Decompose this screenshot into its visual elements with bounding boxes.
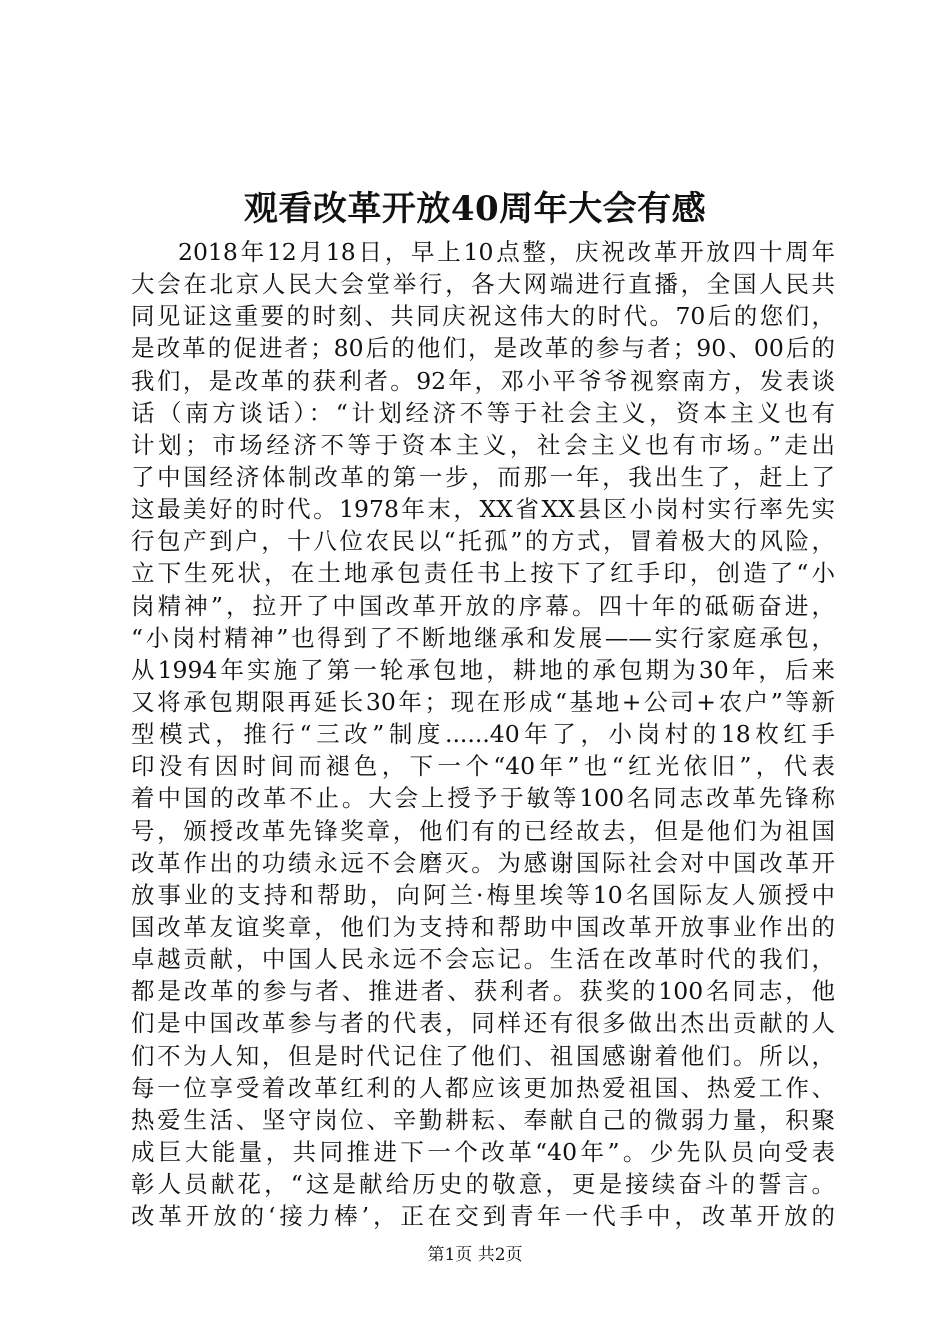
paragraph-line: 每一位享受着改革红利的人都应该更加热爱祖国、热爱工作、 xyxy=(131,1073,835,1102)
paragraph-line: 都是改革的参与者、推进者、获利者。获奖的100名同志，他 xyxy=(131,977,835,1006)
paragraph-line: “小岗村精神”也得到了不断地继承和发展——实行家庭承包， xyxy=(131,623,835,652)
paragraph-line: 改革作出的功绩永远不会磨灭。为感谢国际社会对中国改革开 xyxy=(131,848,835,877)
paragraph-line: 2018年12月18日，早上10点整，庆祝改革开放四十周年 xyxy=(178,238,835,266)
page-footer: 第1页 共2页 xyxy=(427,1245,523,1265)
paragraph-line: 是改革的促进者；80后的他们，是改革的参与者；90、00后的 xyxy=(131,334,835,363)
paragraph-line: 印没有因时间而褪色，下一个“40年”也“红光依旧”，代表 xyxy=(131,752,835,781)
paragraph-line: 国改革友谊奖章，他们为支持和帮助中国改革开放事业作出的 xyxy=(131,912,835,941)
document-body xyxy=(131,236,835,1232)
paragraph-line: 着中国的改革不止。大会上授予于敏等100名同志改革先锋称 xyxy=(131,784,835,813)
paragraph-line: 话（南方谈话）：“计划经济不等于社会主义，资本主义也有 xyxy=(131,398,835,427)
paragraph-line: 从1994年实施了第一轮承包地，耕地的承包期为30年，后来 xyxy=(131,655,835,684)
paragraph-line: 们是中国改革参与者的代表，同样还有很多做出杰出贡献的人 xyxy=(131,1009,835,1038)
paragraph-line: 这最美好的时代。1978年末，XX省XX县区小岗村实行率先实 xyxy=(131,495,835,524)
paragraph-line: 改革开放的‘接力棒’，正在交到青年一代手中，改革开放的 xyxy=(131,1202,835,1231)
paragraph-line: 大会在北京人民大会堂举行，各大网端进行直播，全国人民共 xyxy=(131,270,835,299)
paragraph-line: 行包产到户，十八位农民以“托孤”的方式，冒着极大的风险， xyxy=(131,527,835,556)
paragraph-line: 型模式，推行“三改”制度......40年了，小岗村的18枚红手 xyxy=(131,720,835,749)
paragraph-line: 我们，是改革的获利者。92年，邓小平爷爷视察南方，发表谈 xyxy=(131,366,835,395)
paragraph-line: 卓越贡献，中国人民永远不会忘记。生活在改革时代的我们， xyxy=(131,945,835,974)
paragraph-line: 了中国经济体制改革的第一步，而那一年，我出生了，赶上了 xyxy=(131,462,835,491)
paragraph-line: 成巨大能量，共同推进下一个改革“40年”。少先队员向受表 xyxy=(131,1137,835,1166)
paragraph-line: 同见证这重要的时刻、共同庆祝这伟大的时代。70后的您们， xyxy=(131,302,835,331)
paragraph-line: 热爱生活、坚守岗位、辛勤耕耘、奉献自己的微弱力量，积聚 xyxy=(131,1105,835,1134)
paragraph-line: 们不为人知，但是时代记住了他们、祖国感谢着他们。所以， xyxy=(131,1041,835,1070)
paragraph-line: 又将承包期限再延长30年；现在形成“基地+公司+农户”等新 xyxy=(131,687,835,716)
paragraph-line: 放事业的支持和帮助，向阿兰·梅里埃等10名国际友人颁授中 xyxy=(131,880,835,909)
paragraph-line: 计划；市场经济不等于资本主义，社会主义也有市场。”走出 xyxy=(131,430,835,459)
paragraph-line: 岗精神”，拉开了中国改革开放的序幕。四十年的砥砺奋进， xyxy=(131,591,835,620)
paragraph-line: 号，颁授改革先锋奖章，他们有的已经故去，但是他们为祖国 xyxy=(131,816,835,845)
paragraph-line: 彰人员献花，“这是献给历史的敬意，更是接续奋斗的誓言。 xyxy=(131,1170,835,1199)
document-title: 观看改革开放40周年大会有感 xyxy=(243,189,707,229)
paragraph-line: 立下生死状，在土地承包责任书上按下了红手印，创造了“小 xyxy=(131,559,835,588)
